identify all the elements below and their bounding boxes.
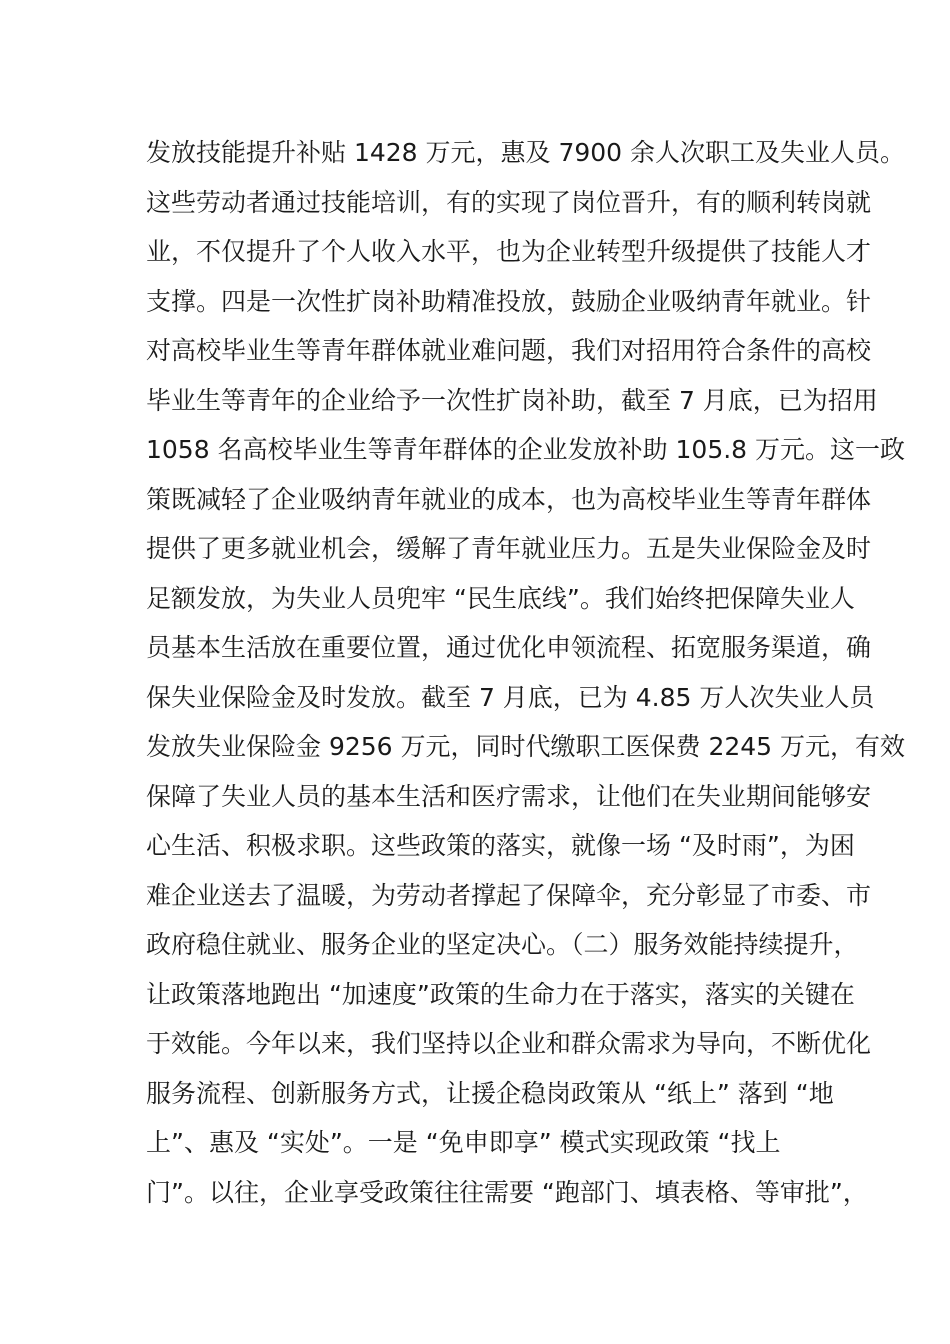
text-line: 让政策落地跑出 “加速度”政策的生命力在于落实，落实的关键在 xyxy=(146,979,855,1009)
text-line: 毕业生等青年的企业给予一次性扩岗补助，截至 7 月底，已为招用 xyxy=(146,385,878,415)
text-line: 心生活、积极求职。这些政策的落实，就像一场 “及时雨”，为困 xyxy=(146,831,855,860)
text-line: 策既减轻了企业吸纳青年就业的成本，也为高校毕业生等青年群体 xyxy=(146,484,872,514)
text-line: 于效能。今年以来，我们坚持以企业和群众需求为导向，不断优化 xyxy=(146,1029,872,1058)
text-line: 难企业送去了温暖，为劳动者撑起了保障伞，充分彰显了市委、市 xyxy=(146,880,872,910)
text-line: 业，不仅提升了个人收入水平，也为企业转型升级提供了技能人才 xyxy=(146,237,872,266)
text-line: 支撑。四是一次性扩岗补助精准投放，鼓励企业吸纳青年就业。针 xyxy=(146,286,872,316)
text-line: 这些劳动者通过技能培训，有的实现了岗位晋升，有的顺利转岗就 xyxy=(146,187,872,217)
text-line: 提供了更多就业机会，缓解了青年就业压力。五是失业保险金及时 xyxy=(146,534,872,563)
text-line: 保障了失业人员的基本生活和医疗需求，让他们在失业期间能够安 xyxy=(146,781,872,811)
text-line: 服务流程、创新服务方式，让援企稳岗政策从 “纸上” 落到 “地 xyxy=(146,1078,834,1108)
document-body-text xyxy=(146,128,906,1217)
text-line: 保失业保险金及时发放。截至 7 月底，已为 4.85 万人次失业人员 xyxy=(146,682,875,712)
text-line: 发放技能提升补贴 1428 万元，惠及 7900 余人次职工及失业人员。 xyxy=(146,138,906,167)
text-line: 政府稳住就业、服务企业的坚定决心。（二）服务效能持续提升， xyxy=(146,930,859,959)
text-line: 发放失业保险金 9256 万元，同时代缴职工医保费 2245 万元，有效 xyxy=(146,732,906,761)
text-line: 上”、惠及 “实处”。一是 “免申即享” 模式实现政策 “找上 xyxy=(146,1128,781,1157)
text-line: 对高校毕业生等青年群体就业难问题，我们对招用符合条件的高校 xyxy=(146,336,872,365)
text-line: 1058 名高校毕业生等青年群体的企业发放补助 105.8 万元。这一政 xyxy=(146,435,906,464)
text-line: 员基本生活放在重要位置，通过优化申领流程、拓宽服务渠道，确 xyxy=(146,633,872,662)
text-line: 足额发放，为失业人员兜牢 “民生底线”。我们始终把保障失业人 xyxy=(146,583,855,613)
text-line: 门”。以往，企业享受政策往往需要 “跑部门、填表格、等审批”， xyxy=(146,1177,868,1207)
